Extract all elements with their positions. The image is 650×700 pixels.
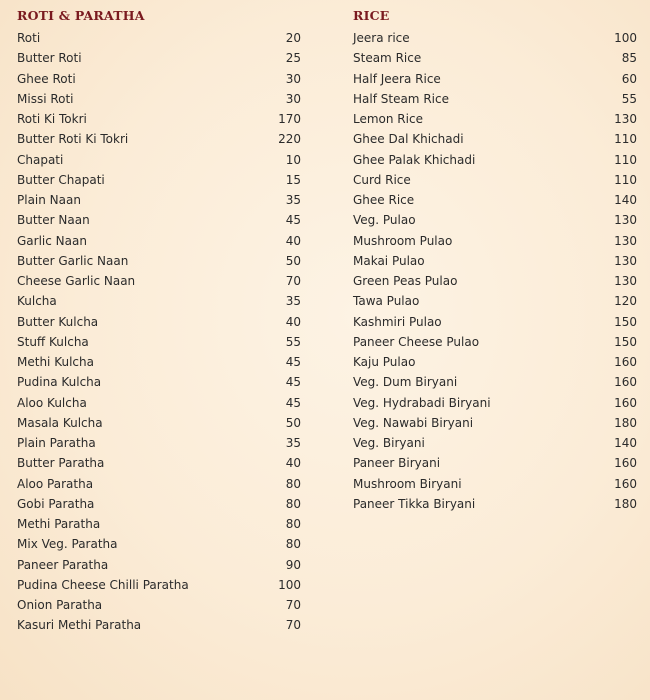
menu-item-price: 90 xyxy=(285,557,301,572)
menu-item-name: Ghee Palak Khichadi xyxy=(353,152,476,167)
menu-item xyxy=(353,251,637,271)
menu-item-price: 50 xyxy=(285,253,301,268)
menu-item-name: Methi Paratha xyxy=(17,517,101,531)
menu-item-name: Butter Garlic Naan xyxy=(17,253,129,268)
menu-item xyxy=(353,372,637,392)
menu-item-name: Half Jeera Rice xyxy=(353,71,441,86)
menu-item-name: Stuff Kulcha xyxy=(17,334,89,349)
menu-item-price: 70 xyxy=(285,274,301,288)
menu-item xyxy=(17,129,301,149)
menu-item xyxy=(17,575,301,595)
menu-item xyxy=(353,494,637,514)
menu-item xyxy=(353,48,637,68)
menu-item xyxy=(353,312,637,332)
menu-item-name: Mix Veg. Paratha xyxy=(17,537,118,552)
menu-item-price: 80 xyxy=(285,537,301,552)
menu-item xyxy=(353,474,637,494)
menu-item xyxy=(17,393,301,413)
menu-item-price: 160 xyxy=(614,395,637,410)
menu-item xyxy=(353,453,637,473)
menu-item-price: 130 xyxy=(614,233,637,248)
menu-item-name: Half Steam Rice xyxy=(353,91,449,106)
menu-item-price: 80 xyxy=(285,517,301,531)
menu-item-price: 10 xyxy=(285,152,301,167)
menu-item xyxy=(353,271,637,291)
menu-item xyxy=(353,413,637,433)
menu-item xyxy=(353,129,637,149)
menu-item xyxy=(353,89,637,109)
menu-item xyxy=(17,109,301,129)
menu-item-name: Plain Paratha xyxy=(17,436,96,450)
menu-item-name: Tawa Pulao xyxy=(353,294,420,309)
menu-item xyxy=(17,291,301,311)
menu-item-name: Curd Rice xyxy=(353,172,411,187)
menu-item-price: 45 xyxy=(285,355,301,369)
menu-item xyxy=(17,69,301,89)
menu-item-price: 70 xyxy=(285,598,301,612)
menu-item-price: 130 xyxy=(614,213,637,228)
menu-item-price: 40 xyxy=(285,314,301,329)
menu-item xyxy=(353,109,637,129)
menu-item-price: 70 xyxy=(285,618,301,633)
menu-item xyxy=(353,69,637,89)
menu-item xyxy=(17,615,301,635)
menu-item xyxy=(17,453,301,473)
menu-item-name: Onion Paratha xyxy=(17,598,103,612)
menu-item-name: Veg. Pulao xyxy=(353,213,416,228)
menu-item-price: 45 xyxy=(285,213,301,228)
menu-item-price: 100 xyxy=(278,577,301,592)
menu-item-name: Gobi Paratha xyxy=(17,496,95,511)
menu-item-price: 160 xyxy=(614,355,637,369)
menu-item-price: 30 xyxy=(285,71,301,86)
menu-item xyxy=(17,251,301,271)
section-title: ROTI & PARATHA xyxy=(17,8,145,23)
menu-item-name: Mushroom Pulao xyxy=(353,233,453,248)
menu-item-price: 55 xyxy=(285,334,301,349)
menu-item xyxy=(17,231,301,251)
menu-item xyxy=(17,474,301,494)
menu-item xyxy=(353,393,637,413)
menu-item-price: 20 xyxy=(285,31,301,45)
menu-item-name: Butter Roti xyxy=(17,51,82,66)
menu-item-list xyxy=(353,28,637,514)
menu-item-name: Aloo Kulcha xyxy=(17,395,87,410)
menu-item xyxy=(17,555,301,575)
menu-item-name: Kashmiri Pulao xyxy=(353,314,442,329)
menu-item xyxy=(353,332,637,352)
menu-item-name: Kulcha xyxy=(17,294,57,309)
menu-item xyxy=(353,150,637,170)
menu-item-name: Paneer Cheese Pulao xyxy=(353,334,480,349)
menu-item-name: Veg. Dum Biryani xyxy=(353,375,458,390)
menu-item-price: 30 xyxy=(285,91,301,106)
menu-item-price: 45 xyxy=(285,395,301,410)
menu-item xyxy=(17,170,301,190)
menu-item-name: Butter Naan xyxy=(17,213,90,228)
menu-item-price: 130 xyxy=(614,253,637,268)
menu-item-name: Garlic Naan xyxy=(17,233,87,248)
menu-item-name: Methi Kulcha xyxy=(17,355,94,369)
menu-item xyxy=(17,413,301,433)
menu-item-price: 80 xyxy=(285,496,301,511)
menu-item xyxy=(353,352,637,372)
menu-item-price: 120 xyxy=(614,294,637,309)
menu-item-name: Ghee Roti xyxy=(17,71,76,86)
menu-item-price: 40 xyxy=(285,456,301,471)
menu-item xyxy=(353,231,637,251)
menu-item-price: 160 xyxy=(614,476,637,491)
menu-item-price: 160 xyxy=(614,456,637,471)
menu-item-price: 130 xyxy=(614,112,637,126)
menu-item-name: Veg. Nawabi Biryani xyxy=(353,415,474,430)
menu-item xyxy=(17,48,301,68)
menu-item-price: 140 xyxy=(614,193,637,207)
menu-item-price: 55 xyxy=(621,91,637,106)
menu-item xyxy=(17,332,301,352)
menu-item xyxy=(17,433,301,453)
menu-item-price: 110 xyxy=(614,152,637,167)
menu-item-name: Missi Roti xyxy=(17,91,74,106)
menu-item xyxy=(17,494,301,514)
menu-item-name: Veg. Biryani xyxy=(353,436,425,450)
menu-item-price: 35 xyxy=(285,436,301,450)
menu-item-price: 60 xyxy=(621,71,637,86)
menu-item-name: Paneer Biryani xyxy=(353,456,441,471)
menu-item-price: 85 xyxy=(621,51,637,66)
menu-item-price: 110 xyxy=(614,172,637,187)
menu-item xyxy=(353,190,637,210)
menu-item-price: 160 xyxy=(614,375,637,390)
menu-item-name: Pudina Cheese Chilli Paratha xyxy=(17,577,189,592)
menu-item-price: 45 xyxy=(285,375,301,390)
menu-item-name: Chapati xyxy=(17,152,64,167)
menu-item xyxy=(17,150,301,170)
menu-item xyxy=(353,210,637,230)
menu-item-price: 150 xyxy=(614,314,637,329)
menu-item-name: Green Peas Pulao xyxy=(353,274,458,288)
menu-item-price: 180 xyxy=(614,496,637,511)
menu-item-name: Lemon Rice xyxy=(353,112,423,126)
menu-item-price: 100 xyxy=(614,31,637,45)
menu-item-name: Ghee Dal Khichadi xyxy=(353,132,464,147)
menu-item-name: Masala Kulcha xyxy=(17,415,103,430)
menu-item-price: 35 xyxy=(285,193,301,207)
menu-item-name: Kaju Pulao xyxy=(353,355,416,369)
menu-item-name: Butter Kulcha xyxy=(17,314,99,329)
menu-item-name: Butter Paratha xyxy=(17,456,105,471)
menu-item-name: Roti Ki Tokri xyxy=(17,112,87,126)
menu-item-name: Pudina Kulcha xyxy=(17,375,102,390)
menu-item xyxy=(17,595,301,615)
menu-item-price: 25 xyxy=(285,51,301,66)
menu-item-name: Makai Pulao xyxy=(353,253,425,268)
menu-item-price: 130 xyxy=(614,274,637,288)
menu-item-name: Cheese Garlic Naan xyxy=(17,274,136,288)
menu-item xyxy=(353,291,637,311)
section-title: RICE xyxy=(353,8,390,23)
menu-item-name: Butter Roti Ki Tokri xyxy=(17,132,129,147)
menu-item-name: Plain Naan xyxy=(17,193,81,207)
menu-item xyxy=(17,28,301,48)
menu-item xyxy=(17,190,301,210)
menu-item-price: 50 xyxy=(285,415,301,430)
menu-item-price: 170 xyxy=(278,112,301,126)
menu-item xyxy=(17,312,301,332)
menu-item xyxy=(17,534,301,554)
menu-item-name: Butter Chapati xyxy=(17,172,105,187)
menu-item xyxy=(353,433,637,453)
menu-item-name: Veg. Hydrabadi Biryani xyxy=(353,395,491,410)
menu-item xyxy=(17,210,301,230)
menu-item-price: 80 xyxy=(285,476,301,491)
menu-item xyxy=(17,271,301,291)
menu-item-price: 110 xyxy=(614,132,637,147)
menu-item-price: 40 xyxy=(285,233,301,248)
menu-item-price: 35 xyxy=(285,294,301,309)
menu-item-name: Aloo Paratha xyxy=(17,476,94,491)
menu-item-price: 180 xyxy=(614,415,637,430)
menu-item-name: Paneer Tikka Biryani xyxy=(353,496,476,511)
menu-section-roti-paratha xyxy=(17,8,301,636)
menu-item-name: Paneer Paratha xyxy=(17,557,109,572)
menu-item-price: 15 xyxy=(285,172,301,187)
menu-item-name: Steam Rice xyxy=(353,51,422,66)
menu-item-price: 140 xyxy=(614,436,637,450)
menu-item xyxy=(17,89,301,109)
menu-item-name: Mushroom Biryani xyxy=(353,476,462,491)
menu-item-name: Kasuri Methi Paratha xyxy=(17,618,142,633)
menu-item xyxy=(17,514,301,534)
menu-item-name: Ghee Rice xyxy=(353,193,415,207)
menu-item xyxy=(17,352,301,372)
menu-item-price: 150 xyxy=(614,334,637,349)
menu-item xyxy=(353,170,637,190)
menu-item xyxy=(17,372,301,392)
menu-item xyxy=(353,28,637,48)
menu-item-name: Jeera rice xyxy=(353,31,410,45)
menu-item-list xyxy=(17,28,301,636)
menu-section-rice xyxy=(353,8,637,514)
menu-item-name: Roti xyxy=(17,31,41,45)
menu-item-price: 220 xyxy=(278,132,301,147)
